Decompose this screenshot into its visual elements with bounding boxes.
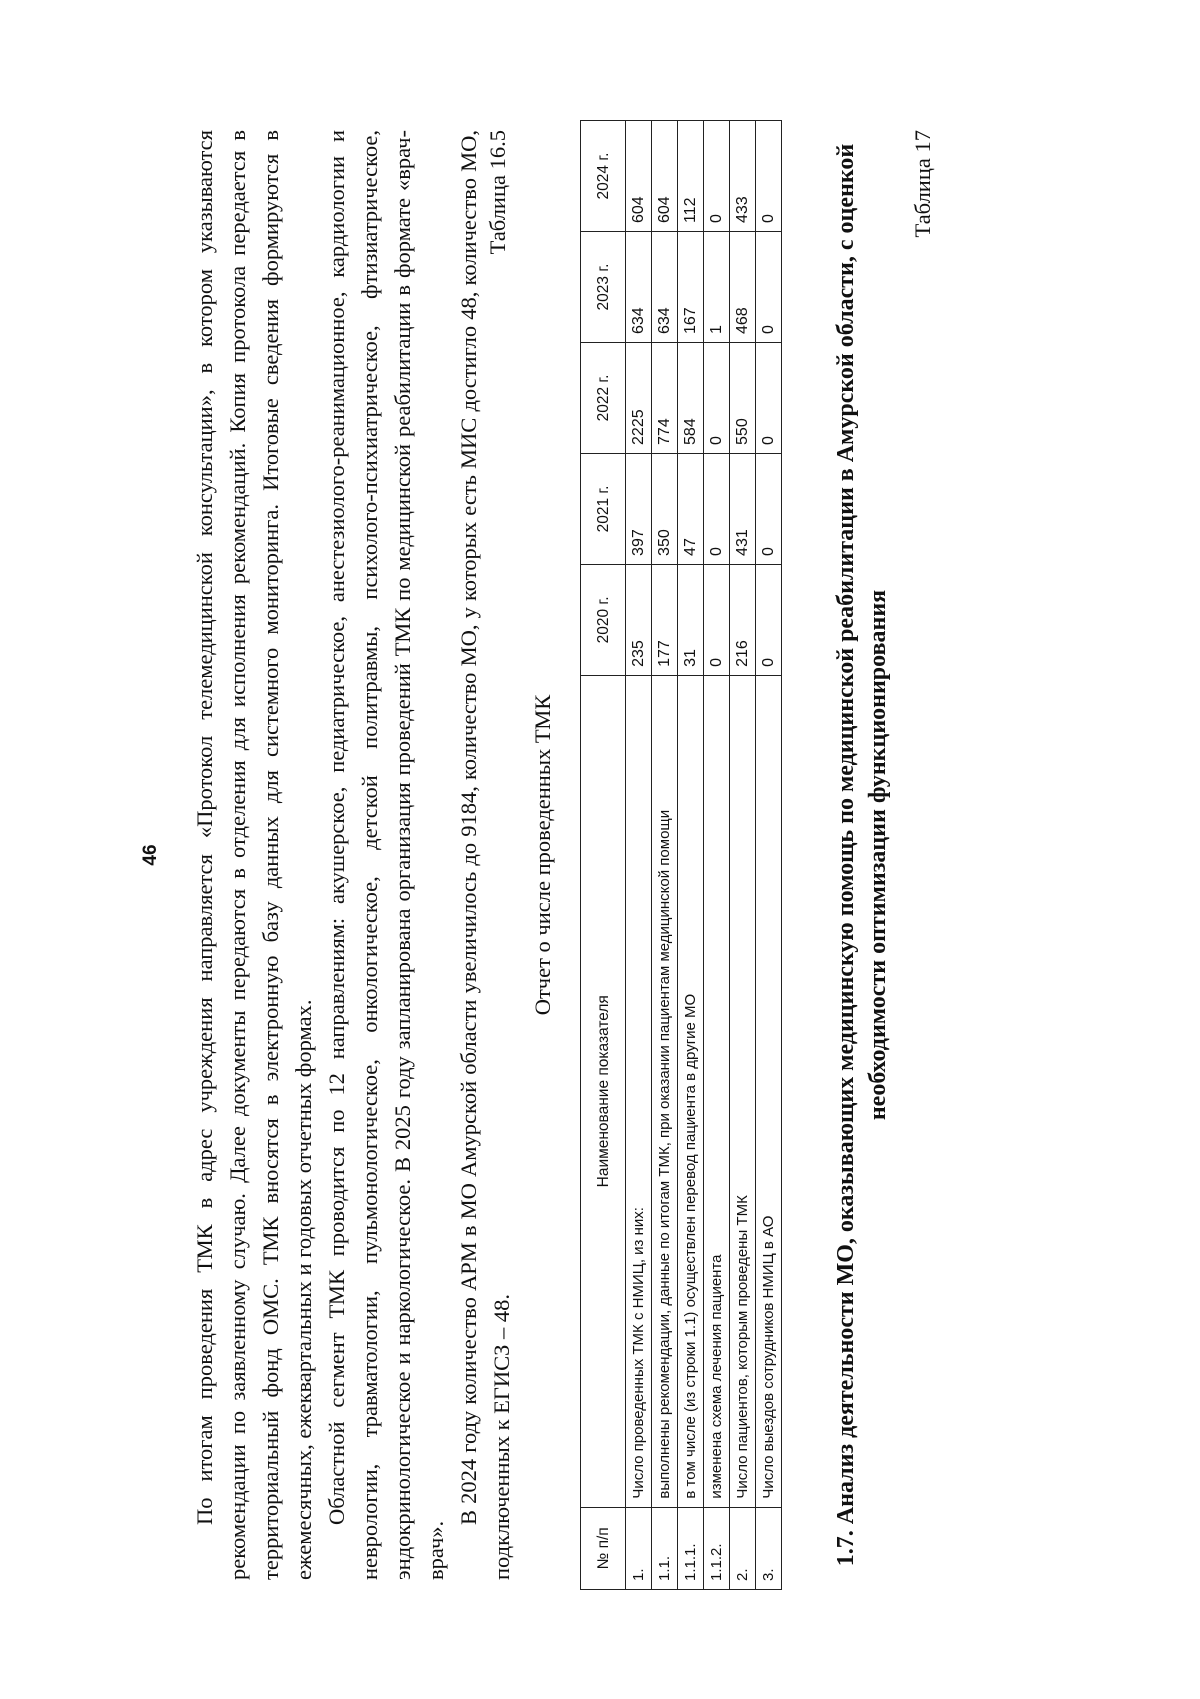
table-cell: 0 <box>704 453 730 564</box>
table-cell: 0 <box>756 343 782 454</box>
table-row <box>626 121 652 1590</box>
column-header: 2020 г. <box>581 564 626 675</box>
column-header: 2022 г. <box>581 343 626 454</box>
table-cell: 31 <box>678 564 704 675</box>
table-cell: 1.1. <box>652 1507 678 1589</box>
table-cell: 216 <box>730 564 756 675</box>
table-cell: 177 <box>652 564 678 675</box>
table-cell: Число пациентов, которым проведены ТМК <box>730 675 756 1507</box>
table-cell: 112 <box>678 121 704 232</box>
table-cell: 468 <box>730 232 756 343</box>
table-title: Отчет о числе проведенных ТМК <box>530 694 555 1016</box>
table-row <box>704 121 730 1590</box>
table-cell: Число выездов сотрудников НМИЦ в АО <box>756 675 782 1507</box>
table-cell: 0 <box>756 453 782 564</box>
table-cell: 1 <box>704 232 730 343</box>
table-cell: 604 <box>652 121 678 232</box>
table-header-row <box>581 121 626 1590</box>
table-cell: 634 <box>626 232 652 343</box>
table-cell: 47 <box>678 453 704 564</box>
table-cell: 634 <box>652 232 678 343</box>
section-heading: 1.7. Анализ деятельности МО, оказывающих медицинскую помощь по медицинской реабилитации в Амурской области, с оценкой необходимости оптимизации функционирования <box>833 143 891 1567</box>
table-cell: 774 <box>652 343 678 454</box>
table-row <box>678 121 704 1590</box>
column-header: № п/п <box>581 1507 626 1589</box>
paragraph: По итогам проведения ТМК в адрес учреждения направляется «Протокол телемедицинской консультации», в котором указываются рекомендации по заявленному случаю. Далее документы передаются в отделения для исполнения рекомендаций. Копия протокола передается в территориальный фонд ОМС. ТМК вносятся в электронную базу данных для системного мониторинга. Итоговые сведения формируются в ежемесячных, ежеквартальных и годовых отчетных формах. <box>192 130 316 1580</box>
table-cell: 431 <box>730 453 756 564</box>
intro-text <box>188 130 518 1580</box>
column-header: 2023 г. <box>581 232 626 343</box>
table-cell: 1.1.2. <box>704 1507 730 1589</box>
table-cell: 397 <box>626 453 652 564</box>
table-cell: 350 <box>652 453 678 564</box>
table-cell: 167 <box>678 232 704 343</box>
table-cell: изменена схема лечения пациента <box>704 675 730 1507</box>
table-cell: 0 <box>756 232 782 343</box>
table-cell: 1.1.1. <box>678 1507 704 1589</box>
table-cell: 2225 <box>626 343 652 454</box>
table-cell: 550 <box>730 343 756 454</box>
table-row <box>730 121 756 1590</box>
tmk-report-table <box>580 120 782 1590</box>
rotated-page <box>140 85 1060 1625</box>
table-cell: выполнены рекомендации, данные по итогам ТМК, при оказании пациентам медицинской помощи <box>652 675 678 1507</box>
table-cell: 3. <box>756 1507 782 1589</box>
table-row <box>756 121 782 1590</box>
column-header: 2024 г. <box>581 121 626 232</box>
table-cell: 0 <box>756 121 782 232</box>
table-cell: 0 <box>756 564 782 675</box>
table-cell: 2. <box>730 1507 756 1589</box>
paragraph: Областной сегмент ТМК проводится по 12 направлениям: акушерское, педиатрическое, анестезиолого-реанимационное, кардиологии и неврологии, травматологии, пульмонологическое, онкологическое, детской политравмы, психолого-психиатрическое, фтизиатрическое, эндокринологическое и наркологическое. В 2025 году запланирована организация проведений ТМК по медицинской реабилитации в формате «врач-врач». <box>324 130 448 1580</box>
paragraph: В 2024 году количество АРМ в МО Амурской области увеличилось до 9184, количество МО, у которых есть МИС достигло 48, количество МО, подключенных к ЕГИСЗ – 48. <box>456 130 514 1580</box>
table-cell: 1. <box>626 1507 652 1589</box>
table-cell: 0 <box>704 564 730 675</box>
column-header: 2021 г. <box>581 453 626 564</box>
table-row <box>652 121 678 1590</box>
table17-label: Таблица 17 <box>910 130 935 238</box>
table-cell: 433 <box>730 121 756 232</box>
column-header: Наименование показателя <box>581 675 626 1507</box>
table-cell: Число проведенных ТМК с НМИЦ, из них: <box>626 675 652 1507</box>
table-cell: 0 <box>704 343 730 454</box>
table-label: Таблица 16.5 <box>485 130 510 255</box>
table-cell: 604 <box>626 121 652 232</box>
table-cell: в том числе (из строки 1.1) осуществлен перевод пациента в другие МО <box>678 675 704 1507</box>
table-cell: 584 <box>678 343 704 454</box>
table-cell: 235 <box>626 564 652 675</box>
table-cell: 0 <box>704 121 730 232</box>
page-number: 46 <box>140 844 161 866</box>
